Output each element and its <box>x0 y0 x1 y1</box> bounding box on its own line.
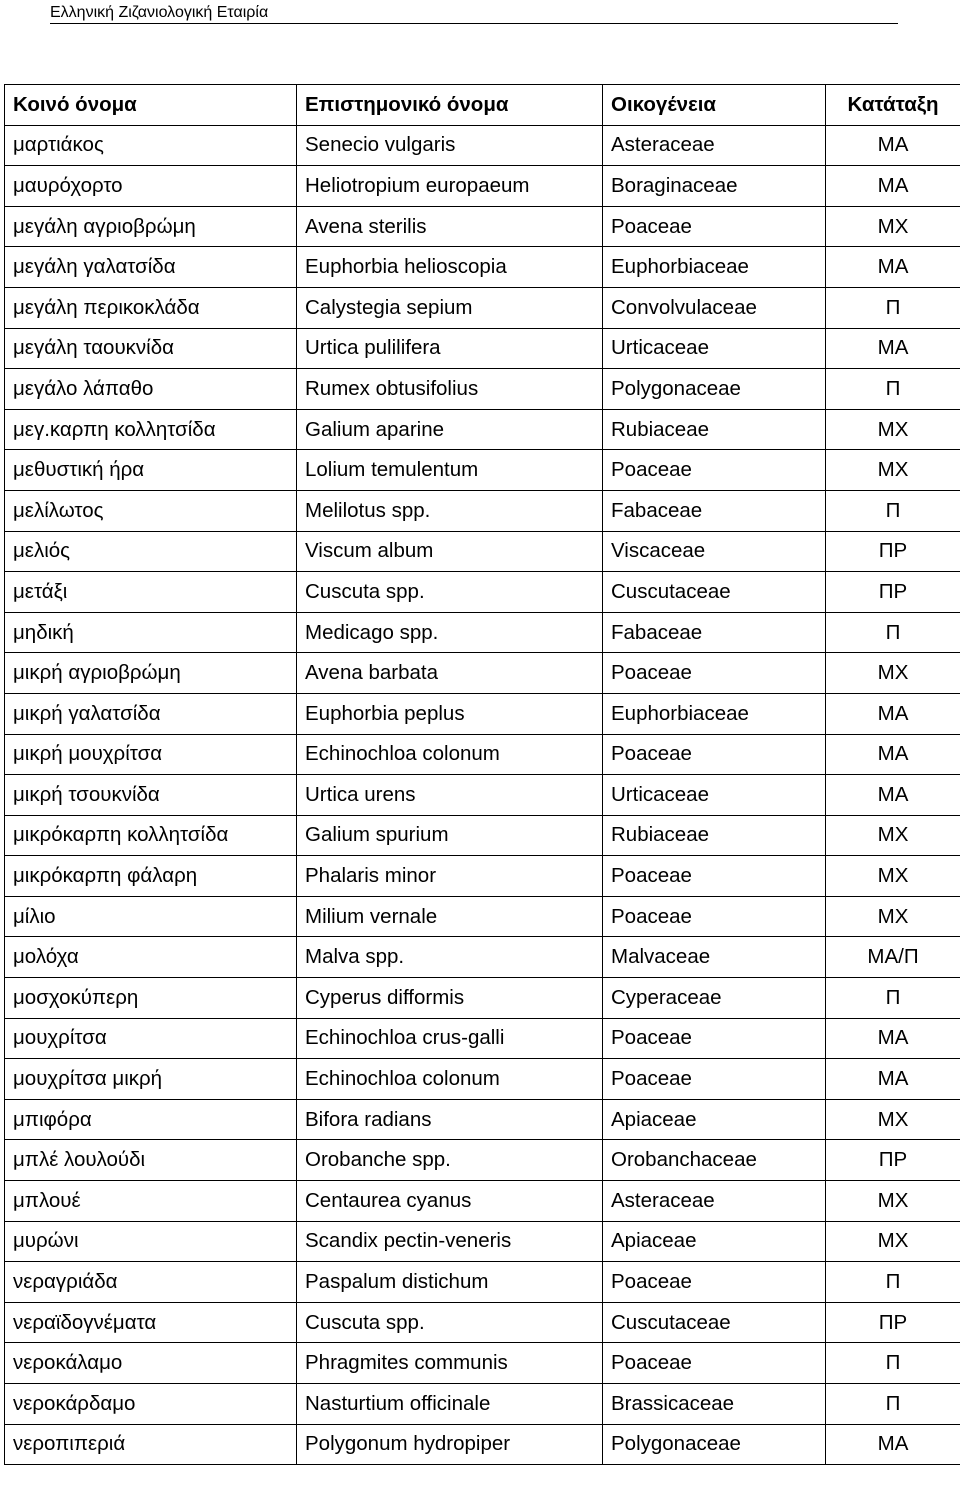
family-cell: Poaceae <box>603 734 826 775</box>
classification-cell: MX <box>826 206 960 247</box>
table-row <box>5 937 960 978</box>
table-row <box>5 653 960 694</box>
family-cell: Poaceae <box>603 653 826 694</box>
scientific-name-cell: Echinochloa colonum <box>297 1059 603 1100</box>
scientific-name-cell: Avena sterilis <box>297 206 603 247</box>
classification-cell: MA <box>826 1059 960 1100</box>
classification-cell: MA <box>826 328 960 369</box>
classification-cell: MX <box>826 653 960 694</box>
classification-cell: MX <box>826 450 960 491</box>
family-cell: Brassicaceae <box>603 1384 826 1425</box>
table-row <box>5 572 960 613</box>
table-header-row <box>5 85 960 126</box>
table-row <box>5 1018 960 1059</box>
classification-cell: ΠΡ <box>826 1302 960 1343</box>
common-name-cell: μηδική <box>5 612 297 653</box>
classification-cell: MX <box>826 409 960 450</box>
common-name-cell: μολόχα <box>5 937 297 978</box>
scientific-name-cell: Phragmites communis <box>297 1343 603 1384</box>
table-row <box>5 206 960 247</box>
classification-cell: MA <box>826 1018 960 1059</box>
classification-cell: MX <box>826 1221 960 1262</box>
family-cell: Viscaceae <box>603 531 826 572</box>
table-row <box>5 166 960 207</box>
classification-cell: ΠΡ <box>826 1140 960 1181</box>
scientific-name-cell: Cuscuta spp. <box>297 1302 603 1343</box>
common-name-cell: νεροκάλαμο <box>5 1343 297 1384</box>
classification-cell: MA <box>826 125 960 166</box>
family-cell: Rubiaceae <box>603 815 826 856</box>
family-cell: Poaceae <box>603 1262 826 1303</box>
scientific-name-cell: Viscum album <box>297 531 603 572</box>
classification-cell: MX <box>826 856 960 897</box>
table-row <box>5 247 960 288</box>
common-name-cell: μικρόκαρπη κολλητσίδα <box>5 815 297 856</box>
common-name-cell: μίλιο <box>5 896 297 937</box>
common-name-cell: νεροπιπεριά <box>5 1424 297 1465</box>
family-cell: Poaceae <box>603 1018 826 1059</box>
table-row <box>5 1221 960 1262</box>
table-row <box>5 1424 960 1465</box>
common-name-cell: μεγάλη ταουκνίδα <box>5 328 297 369</box>
table-row <box>5 369 960 410</box>
column-header-common-name: Κοινό όνομα <box>5 85 297 126</box>
classification-cell: MA <box>826 693 960 734</box>
scientific-name-cell: Calystegia sepium <box>297 287 603 328</box>
common-name-cell: νεραϊδογνέματα <box>5 1302 297 1343</box>
classification-cell: MA <box>826 775 960 816</box>
family-cell: Euphorbiaceae <box>603 247 826 288</box>
table-row <box>5 693 960 734</box>
common-name-cell: μαρτιάκος <box>5 125 297 166</box>
common-name-cell: μικρή γαλατσίδα <box>5 693 297 734</box>
common-name-cell: μελίλωτος <box>5 490 297 531</box>
scientific-name-cell: Cyperus difformis <box>297 978 603 1019</box>
table-row <box>5 978 960 1019</box>
family-cell: Asteraceae <box>603 125 826 166</box>
table-row <box>5 328 960 369</box>
family-cell: Poaceae <box>603 450 826 491</box>
scientific-name-cell: Paspalum distichum <box>297 1262 603 1303</box>
common-name-cell: μεγ.καρπη κολλητσίδα <box>5 409 297 450</box>
classification-cell: MA/Π <box>826 937 960 978</box>
classification-cell: Π <box>826 369 960 410</box>
common-name-cell: μπιφόρα <box>5 1099 297 1140</box>
scientific-name-cell: Galium aparine <box>297 409 603 450</box>
scientific-name-cell: Nasturtium officinale <box>297 1384 603 1425</box>
scientific-name-cell: Euphorbia peplus <box>297 693 603 734</box>
family-cell: Cuscutaceae <box>603 1302 826 1343</box>
common-name-cell: μεγάλη γαλατσίδα <box>5 247 297 288</box>
common-name-cell: μπλουέ <box>5 1181 297 1222</box>
table-row <box>5 734 960 775</box>
table-row <box>5 1384 960 1425</box>
common-name-cell: μεγάλη αγριοβρώμη <box>5 206 297 247</box>
scientific-name-cell: Medicago spp. <box>297 612 603 653</box>
scientific-name-cell: Euphorbia helioscopia <box>297 247 603 288</box>
common-name-cell: μεγάλη περικοκλάδα <box>5 287 297 328</box>
common-name-cell: νεραγριάδα <box>5 1262 297 1303</box>
classification-cell: Π <box>826 1262 960 1303</box>
common-name-cell: μεγάλο λάπαθο <box>5 369 297 410</box>
family-cell: Fabaceae <box>603 612 826 653</box>
scientific-name-cell: Phalaris minor <box>297 856 603 897</box>
table-row <box>5 856 960 897</box>
classification-cell: ΠΡ <box>826 531 960 572</box>
scientific-name-cell: Scandix pectin-veneris <box>297 1221 603 1262</box>
scientific-name-cell: Urtica pulilifera <box>297 328 603 369</box>
family-cell: Malvaceae <box>603 937 826 978</box>
family-cell: Fabaceae <box>603 490 826 531</box>
common-name-cell: μουχρίτσα μικρή <box>5 1059 297 1100</box>
classification-cell: MX <box>826 896 960 937</box>
family-cell: Euphorbiaceae <box>603 693 826 734</box>
family-cell: Poaceae <box>603 896 826 937</box>
table-row <box>5 612 960 653</box>
family-cell: Polygonaceae <box>603 1424 826 1465</box>
table-row <box>5 1262 960 1303</box>
scientific-name-cell: Urtica urens <box>297 775 603 816</box>
classification-cell: Π <box>826 978 960 1019</box>
common-name-cell: μυρώνι <box>5 1221 297 1262</box>
table-row <box>5 1343 960 1384</box>
common-name-cell: μελιός <box>5 531 297 572</box>
table-row <box>5 775 960 816</box>
scientific-name-cell: Centaurea cyanus <box>297 1181 603 1222</box>
common-name-cell: μικρόκαρπη φάλαρη <box>5 856 297 897</box>
family-cell: Orobanchaceae <box>603 1140 826 1181</box>
organization-title: Ελληνική Ζιζανιολογική Εταιρία <box>50 4 269 21</box>
scientific-name-cell: Galium spurium <box>297 815 603 856</box>
family-cell: Rubiaceae <box>603 409 826 450</box>
table-body <box>5 125 960 1465</box>
common-name-cell: μικρή μουχρίτσα <box>5 734 297 775</box>
classification-cell: Π <box>826 612 960 653</box>
column-header-family: Οικογένεια <box>603 85 826 126</box>
scientific-name-cell: Polygonum hydropiper <box>297 1424 603 1465</box>
family-cell: Urticaceae <box>603 328 826 369</box>
table-row <box>5 490 960 531</box>
scientific-name-cell: Milium vernale <box>297 896 603 937</box>
common-name-cell: μικρή αγριοβρώμη <box>5 653 297 694</box>
family-cell: Apiaceae <box>603 1221 826 1262</box>
classification-cell: ΠΡ <box>826 572 960 613</box>
table-row <box>5 1099 960 1140</box>
family-cell: Urticaceae <box>603 775 826 816</box>
scientific-name-cell: Orobanche spp. <box>297 1140 603 1181</box>
scientific-name-cell: Cuscuta spp. <box>297 572 603 613</box>
classification-cell: MX <box>826 1181 960 1222</box>
classification-cell: Π <box>826 490 960 531</box>
classification-cell: MA <box>826 247 960 288</box>
table-row <box>5 896 960 937</box>
column-header-scientific-name: Επιστημονικό όνομα <box>297 85 603 126</box>
scientific-name-cell: Avena barbata <box>297 653 603 694</box>
table-row <box>5 1059 960 1100</box>
scientific-name-cell: Echinochloa colonum <box>297 734 603 775</box>
common-name-cell: μετάξι <box>5 572 297 613</box>
scientific-name-cell: Senecio vulgaris <box>297 125 603 166</box>
family-cell: Convolvulaceae <box>603 287 826 328</box>
common-name-cell: μεθυστική ήρα <box>5 450 297 491</box>
classification-cell: MX <box>826 815 960 856</box>
table-row <box>5 287 960 328</box>
table-row <box>5 409 960 450</box>
weeds-table <box>4 84 960 1465</box>
table-row <box>5 1140 960 1181</box>
family-cell: Boraginaceae <box>603 166 826 207</box>
classification-cell: MA <box>826 734 960 775</box>
common-name-cell: νεροκάρδαμο <box>5 1384 297 1425</box>
family-cell: Polygonaceae <box>603 369 826 410</box>
family-cell: Apiaceae <box>603 1099 826 1140</box>
scientific-name-cell: Melilotus spp. <box>297 490 603 531</box>
classification-cell: MA <box>826 166 960 207</box>
family-cell: Asteraceae <box>603 1181 826 1222</box>
scientific-name-cell: Lolium temulentum <box>297 450 603 491</box>
family-cell: Poaceae <box>603 1343 826 1384</box>
table-row <box>5 450 960 491</box>
family-cell: Poaceae <box>603 1059 826 1100</box>
common-name-cell: μικρή τσουκνίδα <box>5 775 297 816</box>
table-row <box>5 1302 960 1343</box>
table-row <box>5 1181 960 1222</box>
table-row <box>5 125 960 166</box>
table-row <box>5 815 960 856</box>
scientific-name-cell: Bifora radians <box>297 1099 603 1140</box>
family-cell: Cyperaceae <box>603 978 826 1019</box>
classification-cell: MX <box>826 1099 960 1140</box>
scientific-name-cell: Echinochloa crus-galli <box>297 1018 603 1059</box>
classification-cell: Π <box>826 1343 960 1384</box>
scientific-name-cell: Malva spp. <box>297 937 603 978</box>
classification-cell: Π <box>826 287 960 328</box>
scientific-name-cell: Heliotropium europaeum <box>297 166 603 207</box>
family-cell: Cuscutaceae <box>603 572 826 613</box>
common-name-cell: μπλέ λουλούδι <box>5 1140 297 1181</box>
common-name-cell: μουχρίτσα <box>5 1018 297 1059</box>
common-name-cell: μοσχοκύπερη <box>5 978 297 1019</box>
family-cell: Poaceae <box>603 206 826 247</box>
classification-cell: MA <box>826 1424 960 1465</box>
scientific-name-cell: Rumex obtusifolius <box>297 369 603 410</box>
classification-cell: Π <box>826 1384 960 1425</box>
family-cell: Poaceae <box>603 856 826 897</box>
table-row <box>5 531 960 572</box>
common-name-cell: μαυρόχορτο <box>5 166 297 207</box>
column-header-classification: Κατάταξη <box>826 85 960 126</box>
page-header <box>50 3 898 24</box>
